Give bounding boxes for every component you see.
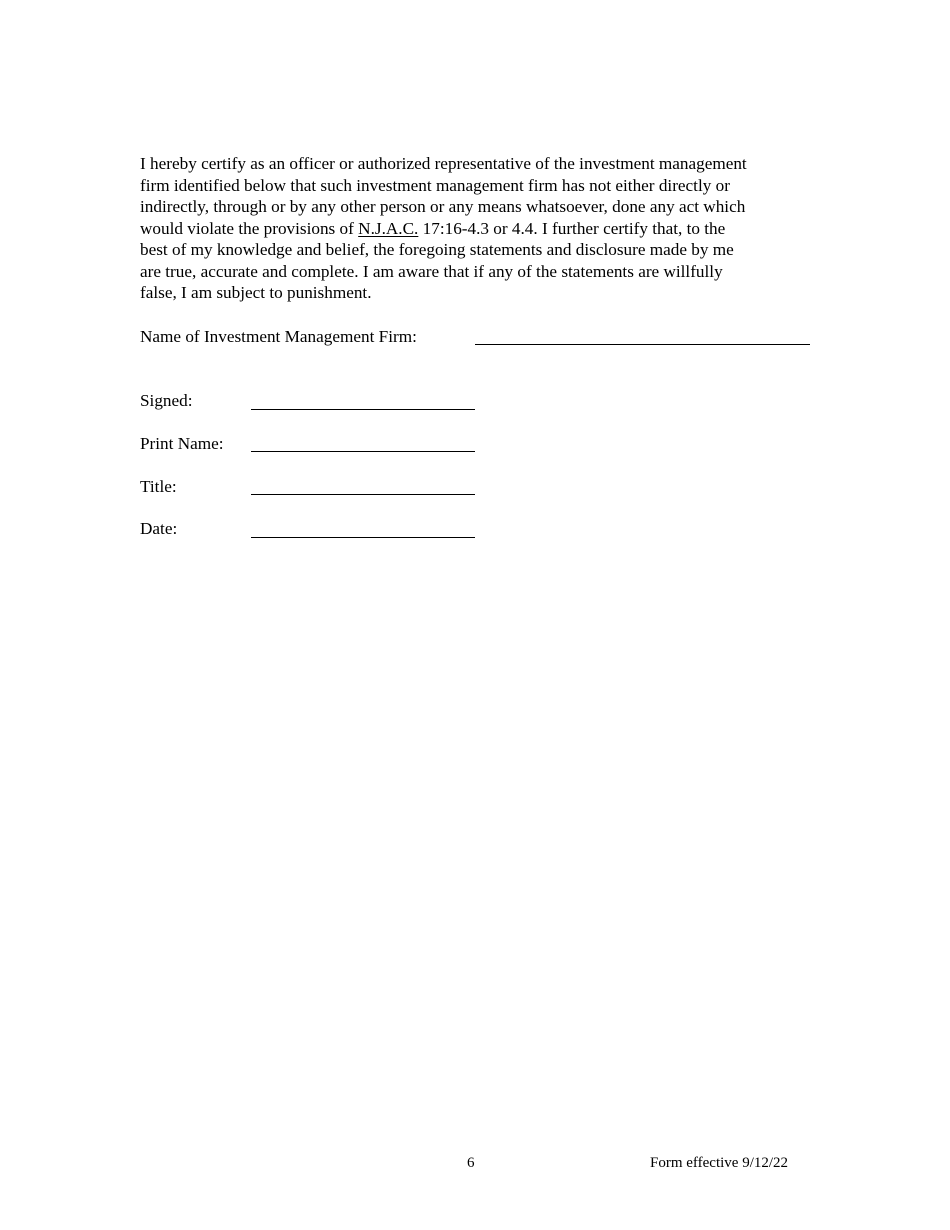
firm-name-label: Name of Investment Management Firm: [140,327,417,346]
date-label: Date: [140,519,178,538]
title-input-line[interactable] [251,494,475,495]
certification-line: firm identified below that such investment management firm has not either directly or [140,175,730,195]
form-effective-date: Form effective 9/12/22 [650,1155,789,1171]
page-number: 6 [467,1155,475,1171]
signed-label: Signed: [140,391,193,410]
certification-line: best of my knowledge and belief, the foregoing statements and disclosure made by me [140,240,734,259]
certification-line: are true, accurate and complete. I am aware that if any of the statements are willfully [140,261,723,281]
date-input-line[interactable] [251,537,475,538]
print-name-label: Print Name: [140,434,224,453]
certification-line: I hereby certify as an officer or authorized representative of the investment management [140,154,747,173]
certification-statement [140,153,820,304]
certification-text: would violate the provisions of [140,218,359,238]
certification-line: false, I am subject to punishment. [140,283,372,302]
print-name-input-line[interactable] [251,451,475,452]
njac-reference: N.J.A.C. [358,218,419,238]
certification-line [140,218,820,240]
firm-name-input-line[interactable] [475,344,810,345]
certification-line: indirectly, through or by any other person or any means whatsoever, done any act which [140,197,746,216]
signed-input-line[interactable] [251,409,475,410]
title-label: Title: [140,477,177,496]
certification-text: 17:16-4.3 or 4.4. I further certify that, to the [418,218,726,238]
